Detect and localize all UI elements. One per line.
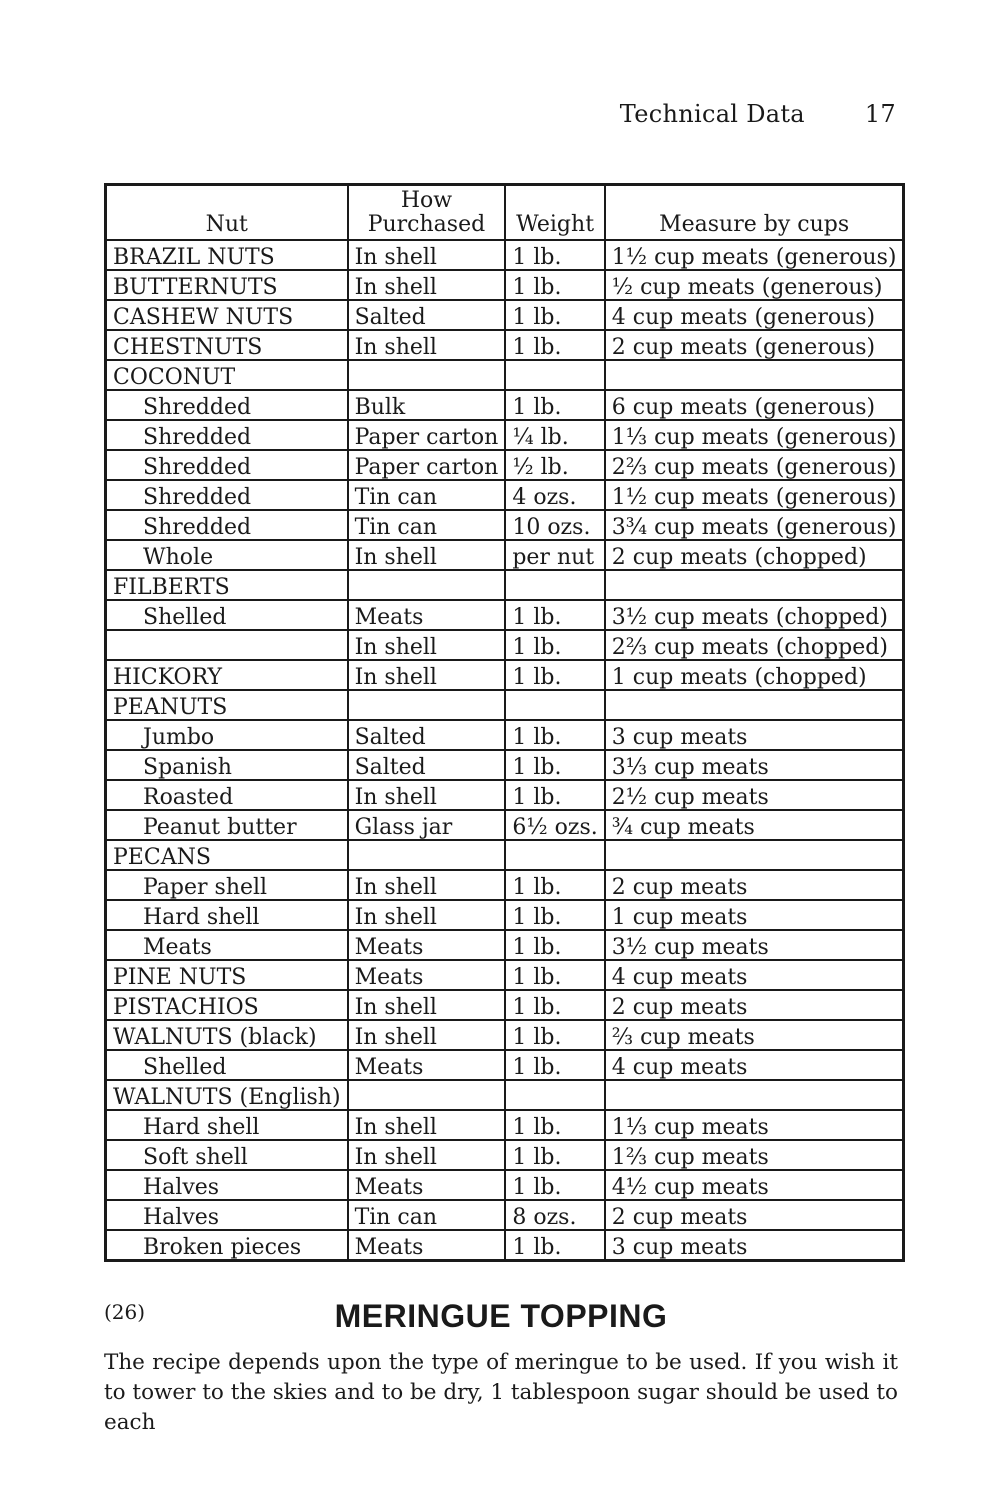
weight-cell: 1 lb. (505, 780, 604, 810)
measure-cell: 2 cup meats (605, 870, 904, 900)
weight-cell: 1 lb. (505, 960, 604, 990)
weight-cell: 1 lb. (505, 300, 604, 330)
table-row (106, 840, 904, 870)
measure-cell: 2 cup meats (605, 1200, 904, 1230)
how-purchased-cell: Meats (348, 600, 506, 630)
how-purchased-cell: Salted (348, 720, 506, 750)
table-header-row (106, 185, 904, 241)
nut-cell: CHESTNUTS (106, 330, 348, 360)
nut-cell: Whole (106, 540, 348, 570)
table-row (106, 240, 904, 270)
measure-cell (605, 1080, 904, 1110)
weight-cell: 10 ozs. (505, 510, 604, 540)
nut-cell: Hard shell (106, 900, 348, 930)
measure-cell (605, 840, 904, 870)
table-row (106, 720, 904, 750)
how-purchased-cell: In shell (348, 240, 506, 270)
measure-cell (605, 690, 904, 720)
nut-cell: CASHEW NUTS (106, 300, 348, 330)
how-purchased-cell: In shell (348, 1020, 506, 1050)
nut-cell: PEANUTS (106, 690, 348, 720)
how-purchased-cell: Salted (348, 300, 506, 330)
table-row (106, 1080, 904, 1110)
header-nut: Nut (106, 185, 348, 241)
measure-cell: 2 cup meats (chopped) (605, 540, 904, 570)
header-how-purchased: How Purchased (348, 185, 506, 241)
nut-cell: Halves (106, 1170, 348, 1200)
nut-cell: Soft shell (106, 1140, 348, 1170)
how-purchased-cell: Bulk (348, 390, 506, 420)
measure-cell: 2⅔ cup meats (generous) (605, 450, 904, 480)
table-row (106, 300, 904, 330)
nut-cell: Peanut butter (106, 810, 348, 840)
nut-cell: Shredded (106, 510, 348, 540)
weight-cell: 1 lb. (505, 1050, 604, 1080)
table-row (106, 750, 904, 780)
how-purchased-cell: Meats (348, 1050, 506, 1080)
weight-cell: 8 ozs. (505, 1200, 604, 1230)
nut-cell: WALNUTS (black) (106, 1020, 348, 1050)
measure-cell: 4½ cup meats (605, 1170, 904, 1200)
measure-cell: 4 cup meats (605, 1050, 904, 1080)
table-row (106, 900, 904, 930)
weight-cell: 1 lb. (505, 900, 604, 930)
how-purchased-cell (348, 1080, 506, 1110)
measure-cell: 2 cup meats (generous) (605, 330, 904, 360)
how-purchased-cell: Salted (348, 750, 506, 780)
weight-cell: 1 lb. (505, 1230, 604, 1261)
measure-cell: 1⅓ cup meats (generous) (605, 420, 904, 450)
weight-cell: 1 lb. (505, 1110, 604, 1140)
measure-cell: 3½ cup meats (chopped) (605, 600, 904, 630)
nut-cell: Halves (106, 1200, 348, 1230)
weight-cell: 1 lb. (505, 1020, 604, 1050)
nut-cell: Hard shell (106, 1110, 348, 1140)
weight-cell: 4 ozs. (505, 480, 604, 510)
table-row (106, 1110, 904, 1140)
nut-cell (106, 630, 348, 660)
how-purchased-cell: In shell (348, 1110, 506, 1140)
table-row (106, 930, 904, 960)
weight-cell (505, 1080, 604, 1110)
how-purchased-cell: In shell (348, 330, 506, 360)
nut-cell: PINE NUTS (106, 960, 348, 990)
measure-cell: 1⅓ cup meats (605, 1110, 904, 1140)
table-row (106, 1020, 904, 1050)
nut-cell: Shredded (106, 450, 348, 480)
measure-cell: 1½ cup meats (generous) (605, 480, 904, 510)
recipe-number: (26) (104, 1300, 146, 1324)
weight-cell: 1 lb. (505, 1170, 604, 1200)
measure-cell: 1 cup meats (605, 900, 904, 930)
nut-cell: Jumbo (106, 720, 348, 750)
how-purchased-cell: In shell (348, 630, 506, 660)
nut-cell: Roasted (106, 780, 348, 810)
section-title: MERINGUE TOPPING (334, 1298, 668, 1334)
measure-cell: 4 cup meats (605, 960, 904, 990)
weight-cell: per nut (505, 540, 604, 570)
nut-cell: Shredded (106, 390, 348, 420)
table-row (106, 960, 904, 990)
running-head (620, 100, 896, 128)
table-row (106, 1050, 904, 1080)
weight-cell (505, 360, 604, 390)
table-row (106, 330, 904, 360)
table-row (106, 450, 904, 480)
how-purchased-cell: In shell (348, 780, 506, 810)
table-row (106, 1200, 904, 1230)
measure-cell: 2⅔ cup meats (chopped) (605, 630, 904, 660)
nut-cell: BUTTERNUTS (106, 270, 348, 300)
nut-cell: Shelled (106, 1050, 348, 1080)
how-purchased-cell: Meats (348, 960, 506, 990)
how-purchased-cell (348, 570, 506, 600)
measure-cell: 3¾ cup meats (generous) (605, 510, 904, 540)
body-paragraph: The recipe depends upon the type of meringue to be used. If you wish it to tower to the skies and to be dry, 1 tablespoon sugar should be used to each (104, 1350, 898, 1435)
measure-cell: 1½ cup meats (generous) (605, 240, 904, 270)
table-row (106, 690, 904, 720)
weight-cell: 1 lb. (505, 870, 604, 900)
measure-cell: ½ cup meats (generous) (605, 270, 904, 300)
measure-cell (605, 360, 904, 390)
weight-cell (505, 690, 604, 720)
how-purchased-cell: Meats (348, 1230, 506, 1261)
weight-cell: 1 lb. (505, 750, 604, 780)
page-number: 17 (864, 100, 896, 128)
how-purchased-cell: In shell (348, 660, 506, 690)
nut-cell: Meats (106, 930, 348, 960)
table-row (106, 630, 904, 660)
nut-cell: Shelled (106, 600, 348, 630)
weight-cell: 6½ ozs. (505, 810, 604, 840)
how-purchased-cell: In shell (348, 1140, 506, 1170)
how-purchased-cell: Paper carton (348, 450, 506, 480)
how-purchased-cell (348, 360, 506, 390)
weight-cell: 1 lb. (505, 330, 604, 360)
measure-cell: 1 cup meats (chopped) (605, 660, 904, 690)
weight-cell: 1 lb. (505, 390, 604, 420)
table-row (106, 990, 904, 1020)
measure-cell: 6 cup meats (generous) (605, 390, 904, 420)
measure-cell: 2 cup meats (605, 990, 904, 1020)
weight-cell: 1 lb. (505, 990, 604, 1020)
nut-cell: FILBERTS (106, 570, 348, 600)
table-row (106, 570, 904, 600)
table-row (106, 870, 904, 900)
recipe-section-heading (104, 1296, 898, 1342)
how-purchased-cell: Meats (348, 1170, 506, 1200)
weight-cell: 1 lb. (505, 930, 604, 960)
header-measure: Measure by cups (605, 185, 904, 241)
table-row (106, 1140, 904, 1170)
weight-cell: 1 lb. (505, 1140, 604, 1170)
table-row (106, 1230, 904, 1261)
weight-cell: 1 lb. (505, 270, 604, 300)
table-row (106, 660, 904, 690)
weight-cell: 1 lb. (505, 660, 604, 690)
table-row (106, 1170, 904, 1200)
weight-cell: 1 lb. (505, 630, 604, 660)
how-purchased-cell: Tin can (348, 1200, 506, 1230)
measure-cell: 3⅓ cup meats (605, 750, 904, 780)
measure-cell: 1⅔ cup meats (605, 1140, 904, 1170)
how-purchased-cell: In shell (348, 900, 506, 930)
how-purchased-cell (348, 690, 506, 720)
nut-measure-table (104, 183, 905, 1262)
table-row (106, 600, 904, 630)
how-purchased-cell: In shell (348, 540, 506, 570)
weight-cell (505, 570, 604, 600)
weight-cell: ½ lb. (505, 450, 604, 480)
measure-cell: ⅔ cup meats (605, 1020, 904, 1050)
measure-cell: 2½ cup meats (605, 780, 904, 810)
table-row (106, 360, 904, 390)
measure-cell: 3 cup meats (605, 1230, 904, 1261)
table-row (106, 810, 904, 840)
table-row (106, 510, 904, 540)
weight-cell: 1 lb. (505, 600, 604, 630)
table-row (106, 420, 904, 450)
weight-cell (505, 840, 604, 870)
how-purchased-cell: Tin can (348, 510, 506, 540)
table-row (106, 540, 904, 570)
how-purchased-cell: Tin can (348, 480, 506, 510)
nut-cell: PECANS (106, 840, 348, 870)
nut-cell: Shredded (106, 480, 348, 510)
how-purchased-cell: In shell (348, 990, 506, 1020)
nut-cell: Spanish (106, 750, 348, 780)
nut-cell: WALNUTS (English) (106, 1080, 348, 1110)
how-purchased-cell (348, 840, 506, 870)
measure-cell: ¾ cup meats (605, 810, 904, 840)
table-row (106, 390, 904, 420)
measure-cell: 3½ cup meats (605, 930, 904, 960)
measure-cell: 3 cup meats (605, 720, 904, 750)
nut-cell: Shredded (106, 420, 348, 450)
measure-cell (605, 570, 904, 600)
nut-cell: Paper shell (106, 870, 348, 900)
table-row (106, 270, 904, 300)
running-head-title: Technical Data (619, 100, 805, 128)
how-purchased-cell: Glass jar (348, 810, 506, 840)
table-row (106, 480, 904, 510)
weight-cell: 1 lb. (505, 240, 604, 270)
nut-cell: PISTACHIOS (106, 990, 348, 1020)
how-purchased-cell: In shell (348, 870, 506, 900)
nut-cell: BRAZIL NUTS (106, 240, 348, 270)
how-purchased-cell: Meats (348, 930, 506, 960)
how-purchased-cell: Paper carton (348, 420, 506, 450)
measure-cell: 4 cup meats (generous) (605, 300, 904, 330)
nut-cell: HICKORY (106, 660, 348, 690)
nut-cell: Broken pieces (106, 1230, 348, 1261)
table-row (106, 780, 904, 810)
weight-cell: ¼ lb. (505, 420, 604, 450)
nut-cell: COCONUT (106, 360, 348, 390)
weight-cell: 1 lb. (505, 720, 604, 750)
header-weight: Weight (505, 185, 604, 241)
how-purchased-cell: In shell (348, 270, 506, 300)
